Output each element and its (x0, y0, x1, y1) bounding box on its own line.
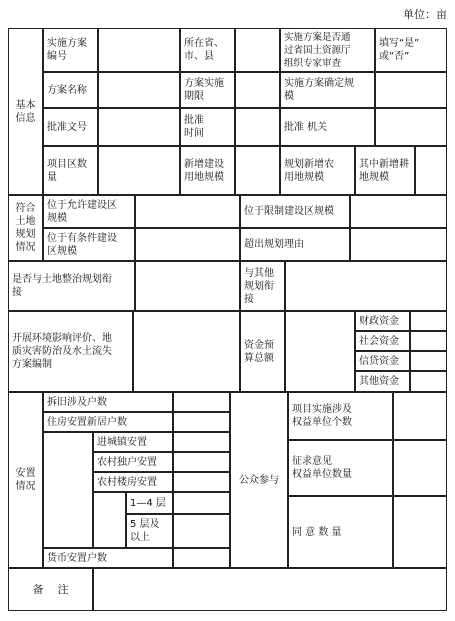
remarks-field[interactable] (93, 568, 447, 611)
allowed-zone-label: 位于允许建设区 规模 (43, 195, 135, 228)
housing-subitems-gutter (43, 432, 93, 548)
expert-review-label: 实施方案是否通 过省国土资源厅 组织专家审查 (280, 28, 375, 72)
project-count-label: 项目区数 量 (43, 146, 98, 195)
public-participation-label: 公众参与 (230, 392, 288, 568)
rights-units-field[interactable] (393, 392, 447, 440)
section-land-plan-label: 符合 土地 规划 情况 (8, 195, 43, 261)
plan-period-label: 方案实施 期限 (180, 72, 235, 108)
province-field[interactable] (235, 28, 280, 72)
floors-5-plus-label: 5 层及 以上 (126, 514, 173, 548)
exceed-reason-label: 超出规划理由 (240, 228, 350, 261)
opinion-units-field[interactable] (393, 440, 447, 496)
approval-no-label: 批准文号 (43, 108, 98, 146)
exceed-reason-field[interactable] (350, 228, 447, 261)
budget-total-label: 资金预 算总额 (240, 311, 285, 392)
assessment-field[interactable] (133, 311, 240, 392)
fill-yes-no-hint[interactable]: 填写“是” 或“否” (375, 28, 447, 72)
assessment-label: 开展环境影响评价、地 质灾害防治及水土流失 方案编制 (8, 311, 133, 392)
demolition-households-field[interactable] (173, 392, 230, 412)
consolidation-link-label: 是否与土地整治规划衔 接 (8, 261, 135, 311)
opinion-units-label: 征求意见 权益单位数量 (288, 440, 393, 496)
section-basic-info-label: 基本 信息 (8, 28, 43, 195)
unit-label: 单位：亩 (403, 8, 447, 21)
project-count-field[interactable] (98, 146, 180, 195)
province-label: 所在省、 市、县 (180, 28, 235, 72)
plan-period-field[interactable] (235, 72, 280, 108)
floors-gutter (93, 492, 126, 548)
cash-resettlement-field[interactable] (173, 548, 230, 568)
plan-no-field[interactable] (98, 28, 180, 72)
agree-count-label: 同 意 数 量 (288, 496, 393, 568)
remarks-label: 备 注 (8, 568, 93, 611)
restricted-zone-field[interactable] (350, 195, 447, 228)
conditional-zone-field[interactable] (135, 228, 240, 261)
floors-5-plus-field[interactable] (173, 514, 230, 548)
plan-no-label: 实施方案 编号 (43, 28, 98, 72)
new-households-field[interactable] (173, 412, 230, 432)
rural-single-label: 农村独户安置 (93, 452, 173, 472)
social-fund-field[interactable] (410, 331, 447, 351)
other-fund-label: 其他资金 (355, 371, 410, 392)
other-plan-label: 与其他 规划衔 接 (240, 261, 285, 311)
floors-1-4-field[interactable] (173, 492, 230, 514)
town-resettlement-label: 进城镇安置 (93, 432, 173, 452)
new-cultivated-field[interactable] (415, 146, 447, 195)
floors-1-4-label: 1—4 层 (126, 492, 173, 514)
town-resettlement-field[interactable] (173, 432, 230, 452)
fiscal-fund-label: 财政资金 (355, 311, 410, 331)
plan-scale-label: 实施方案确定规 模 (280, 72, 375, 108)
new-rural-label: 规划新增农 用地规模 (280, 146, 355, 195)
new-construction-field[interactable] (235, 146, 280, 195)
fiscal-fund-field[interactable] (410, 311, 447, 331)
credit-fund-label: 信贷资金 (355, 351, 410, 371)
other-plan-field[interactable] (285, 261, 447, 311)
approval-org-label: 批准 机关 (280, 108, 375, 146)
demolition-households-label: 拆旧涉及户数 (43, 392, 173, 412)
new-households-label: 住房安置新居户数 (43, 412, 173, 432)
consolidation-link-field[interactable] (135, 261, 240, 311)
rights-units-label: 项目实施涉及 权益单位个数 (288, 392, 393, 440)
social-fund-label: 社会资金 (355, 331, 410, 351)
restricted-zone-label: 位于限制建设区规模 (240, 195, 350, 228)
other-fund-field[interactable] (410, 371, 447, 392)
plan-name-label: 方案名称 (43, 72, 98, 108)
agree-count-field[interactable] (393, 496, 447, 568)
rural-single-field[interactable] (173, 452, 230, 472)
conditional-zone-label: 位于有条件建设 区规模 (43, 228, 135, 261)
rural-building-label: 农村楼房安置 (93, 472, 173, 492)
approval-org-field[interactable] (375, 108, 447, 146)
credit-fund-field[interactable] (410, 351, 447, 371)
plan-scale-field[interactable] (375, 72, 447, 108)
approval-no-field[interactable] (98, 108, 180, 146)
budget-total-field[interactable] (285, 311, 355, 392)
approval-time-label: 批准 时间 (180, 108, 235, 146)
plan-name-field[interactable] (98, 72, 180, 108)
cash-resettlement-label: 货币安置户数 (43, 548, 173, 568)
new-construction-label: 新增建设 用地规模 (180, 146, 235, 195)
allowed-zone-field[interactable] (135, 195, 240, 228)
rural-building-field[interactable] (173, 472, 230, 492)
new-cultivated-label: 其中新增耕 地规模 (355, 146, 415, 195)
approval-time-field[interactable] (235, 108, 280, 146)
section-resettlement-label: 安置 情况 (8, 392, 43, 568)
